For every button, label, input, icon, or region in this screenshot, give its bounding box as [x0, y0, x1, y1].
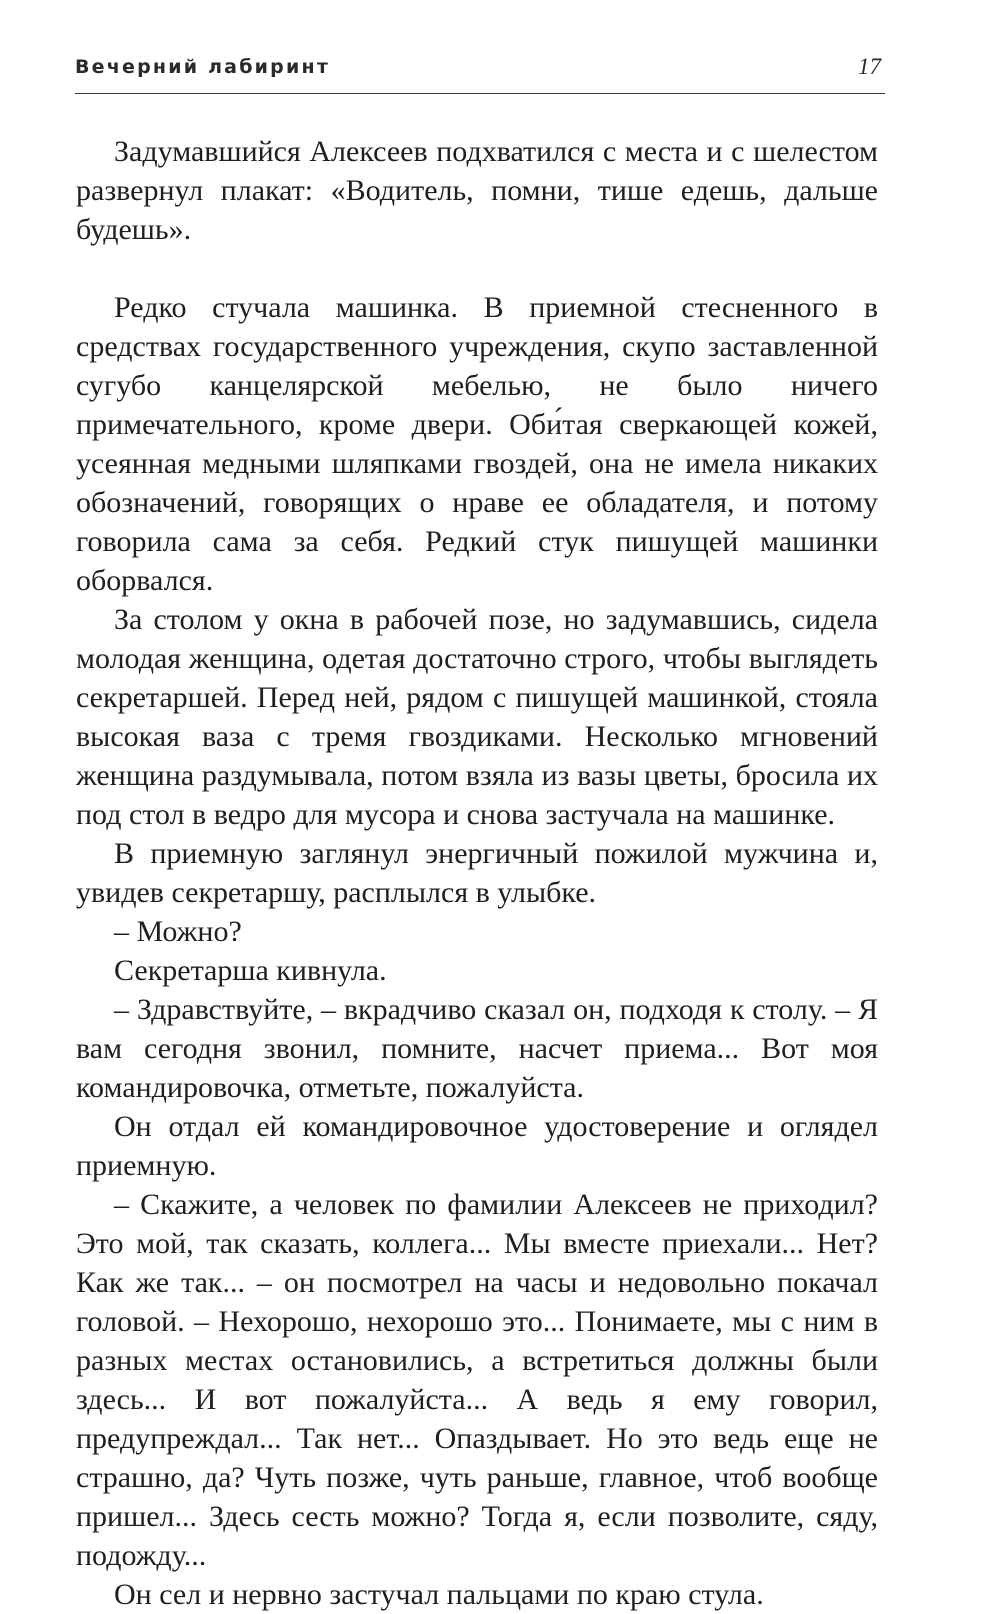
- paragraph: – Здравствуйте, – вкрадчиво сказал он, подходя к столу. – Я вам сегодня звонил, помните, насчет приема... Вот моя командировочка, отметьте, пожалуйста.: [76, 993, 878, 1104]
- paragraph: Редко стучала машинка. В приемной стесненного в средствах государственного учреждения, скупо заставленной сугубо канцелярской мебелью, не было ничего примечательного, кроме двери. Оби́тая сверкающей кожей, усеянная медными шляпками гвоздей, она не имела никаких обозначений, говорящих о нраве ее обладателя, и потому говорила сама за себя. Редкий стук пишущей машинки оборвался.: [76, 291, 878, 597]
- paragraph: Он сел и нервно застучал пальцами по краю стула.: [114, 1578, 764, 1611]
- paragraph: Задумавшийся Алексеев подхватился с места и с шелестом развернул плакат: «Водитель, помни, тише едешь, дальше будешь».: [76, 135, 878, 246]
- page-number: 17: [858, 54, 881, 79]
- running-title: Вечерний лабиринт: [75, 56, 331, 78]
- paragraph: Он отдал ей командировочное удостоверение и оглядел приемную.: [76, 1110, 878, 1182]
- paragraph: – Можно?: [114, 915, 242, 948]
- header-rule: [75, 93, 885, 94]
- paragraph: Секретарша кивнула.: [114, 954, 387, 987]
- paragraph: За столом у окна в рабочей позе, но задумавшись, сидела молодая женщина, одетая достаточно строго, чтобы выглядеть секретаршей. Перед ней, рядом с пишущей машинкой, стояла высокая ваза с тремя гвоздиками. Несколько мгновений женщина раздумывала, потом взяла из вазы цветы, бросила их под стол в ведро для мусора и снова застучала на машинке.: [76, 603, 878, 831]
- running-header: [75, 52, 885, 92]
- body-text: [76, 132, 878, 1614]
- paragraph: – Скажите, а человек по фамилии Алексеев не приходил? Это мой, так сказать, коллега... Мы вместе приехали... Нет? Как же так... – он посмотрел на часы и недовольно покачал головой. – Нехорошо, нехорошо это... Понимаете, мы с ним в разных местах остановились, а встретиться должны были здесь... И вот пожалуйста... А ведь я ему говорил, предупреждал... Так нет... Опаздывает. Но это ведь еще не страшно, да? Чуть позже, чуть раньше, главное, чтоб вообще пришел... Здесь сесть можно? Тогда я, если позволите, сяду, подожду...: [76, 1188, 878, 1572]
- paragraph: В приемную заглянул энергичный пожилой мужчина и, увидев секретаршу, расплылся в улыбке.: [76, 837, 878, 909]
